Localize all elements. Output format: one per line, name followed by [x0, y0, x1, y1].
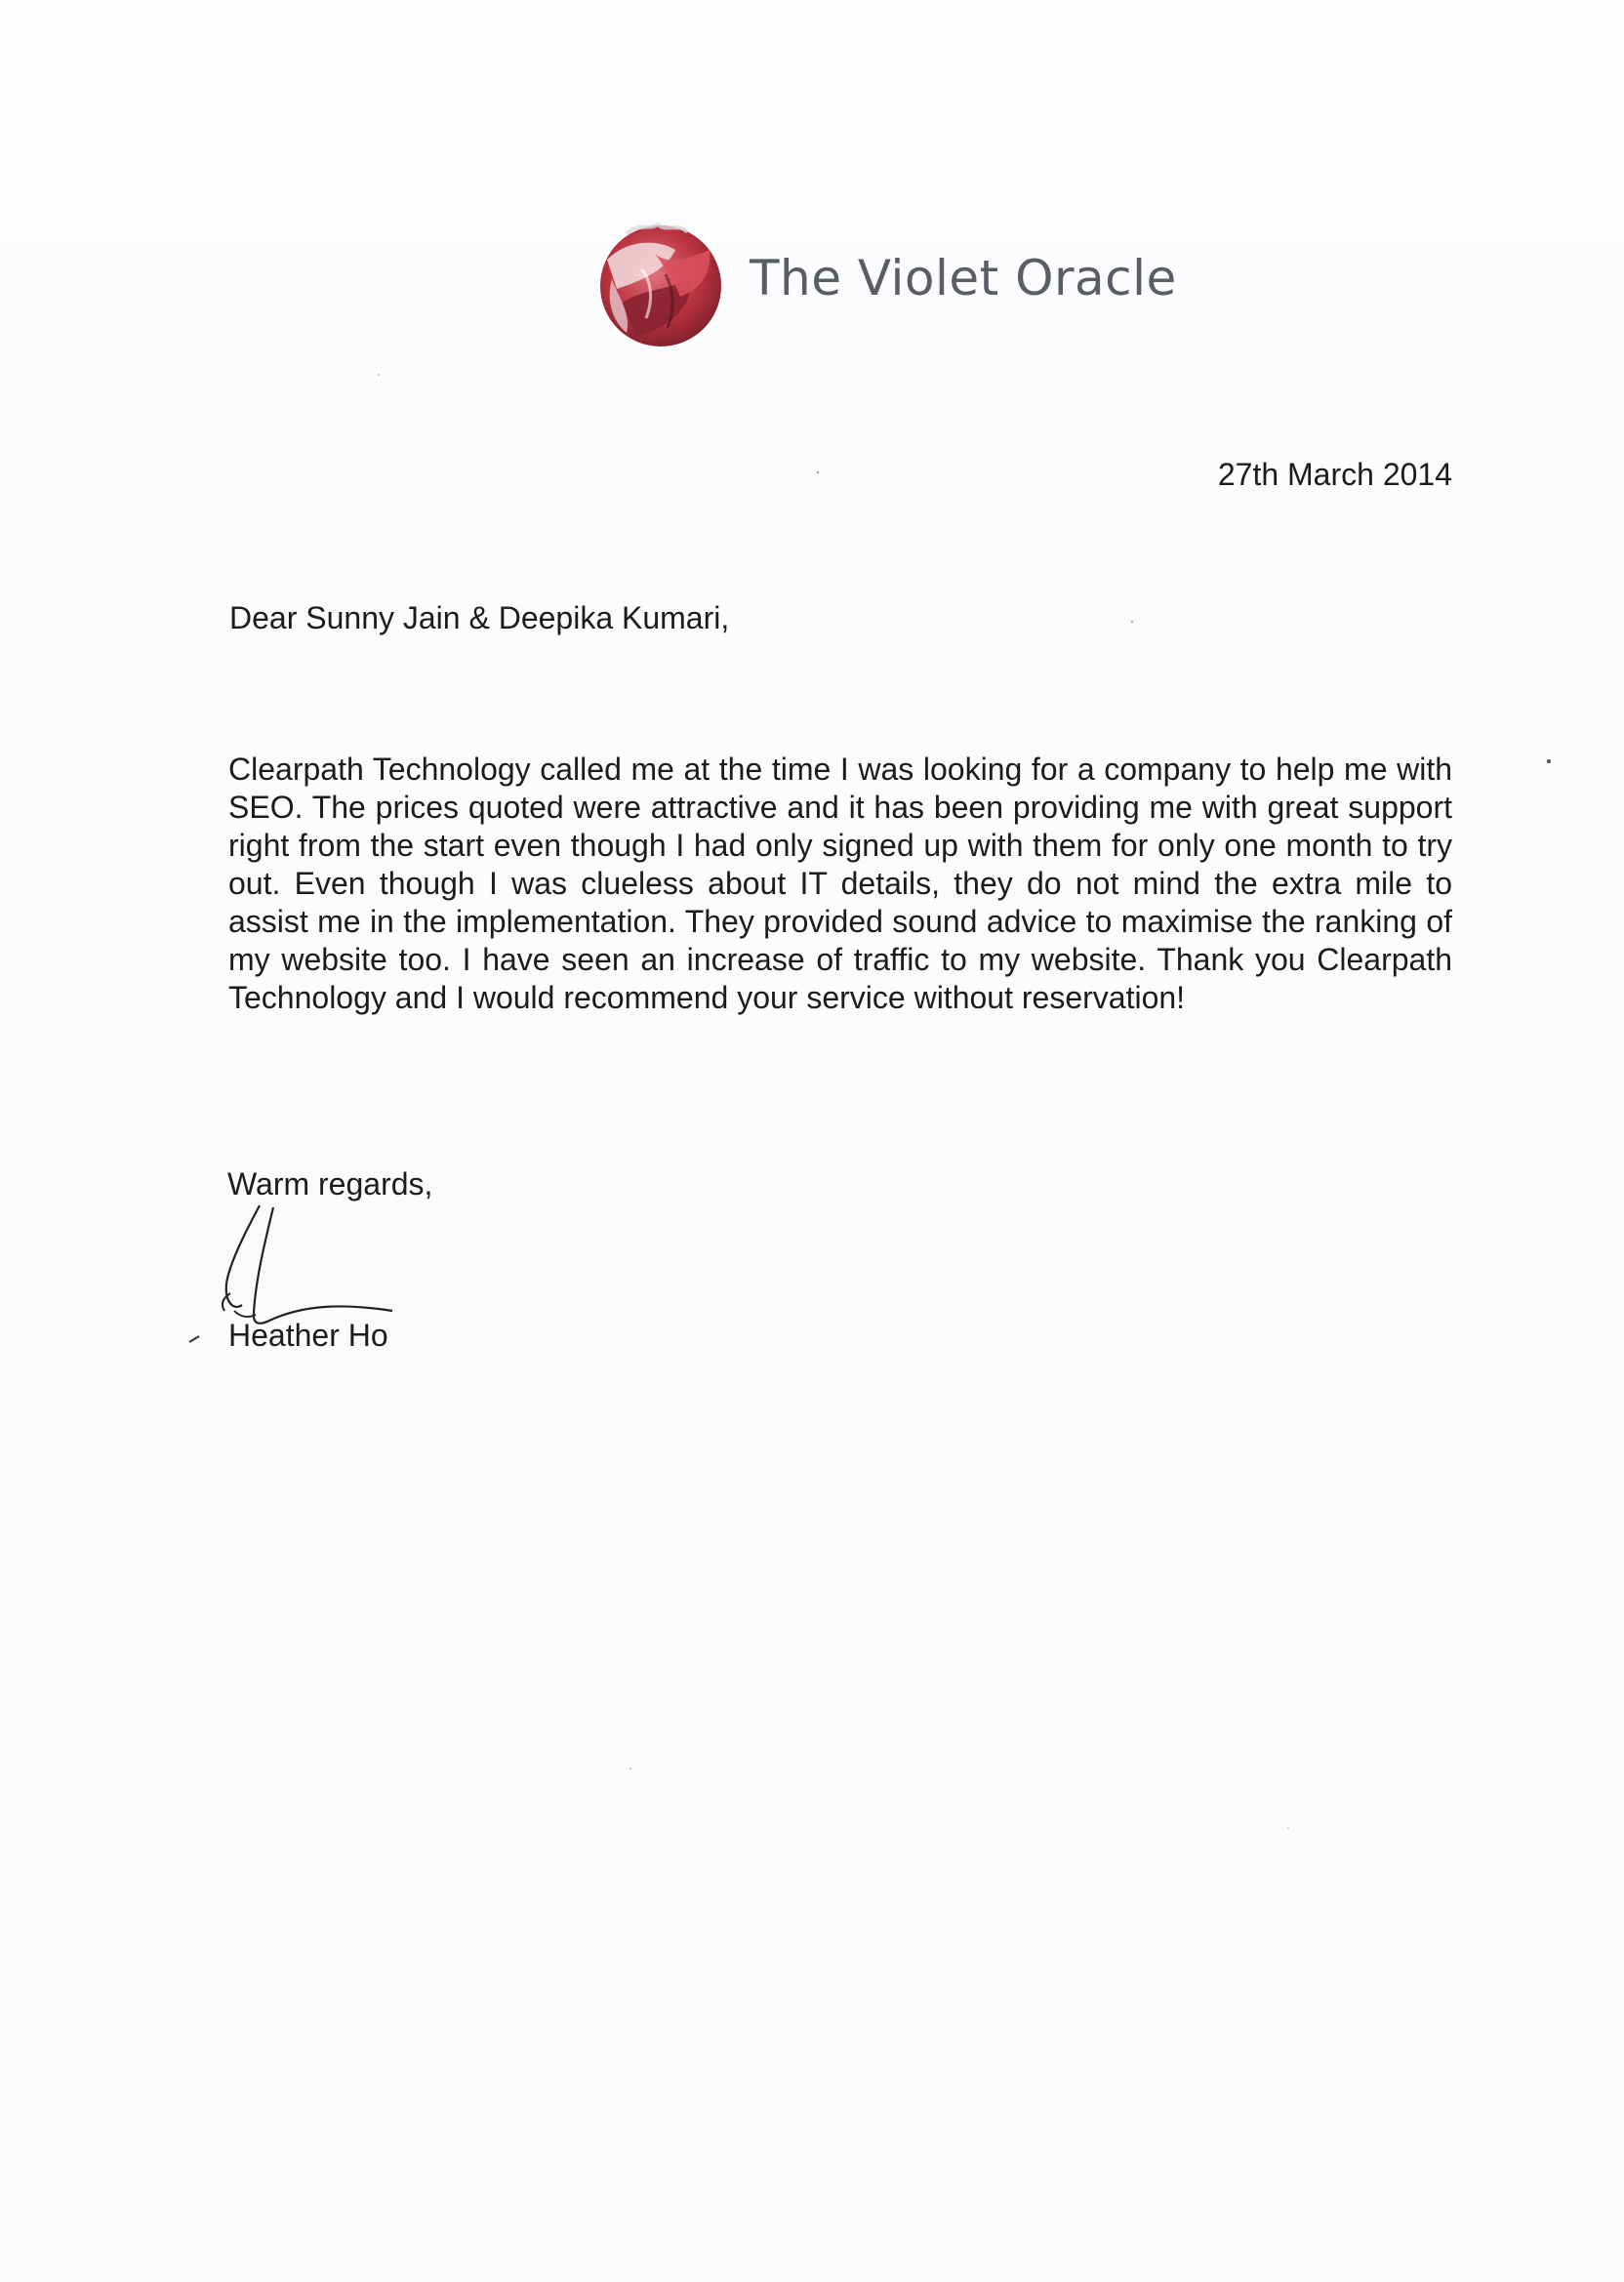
- violet-oracle-logo-icon: [597, 221, 724, 347]
- closing: Warm regards,: [227, 1166, 433, 1202]
- company-name: The Violet Oracle: [750, 250, 1177, 306]
- signatory-name: Heather Ho: [228, 1318, 388, 1353]
- letterhead: [597, 217, 1177, 353]
- salutation: Dear Sunny Jain & Deepika Kumari,: [229, 600, 730, 635]
- letter-body: Clearpath Technology called me at the time I was looking for a company to help me with SEO. The prices quoted were attractive and it has been providing me with great support right from the start even though I had only signed up with them for only one month to try out. Even though I was clueless about IT details, they do not mind the extra mile to assist me in the implementation. They provided sound advice to maximise the ranking of my website too. I have seen an increase of traffic to my website. Thank you Clearpath Technology and I would recommend your service without reservation!: [228, 752, 1452, 1015]
- letter-date: 27th March 2014: [1217, 457, 1452, 492]
